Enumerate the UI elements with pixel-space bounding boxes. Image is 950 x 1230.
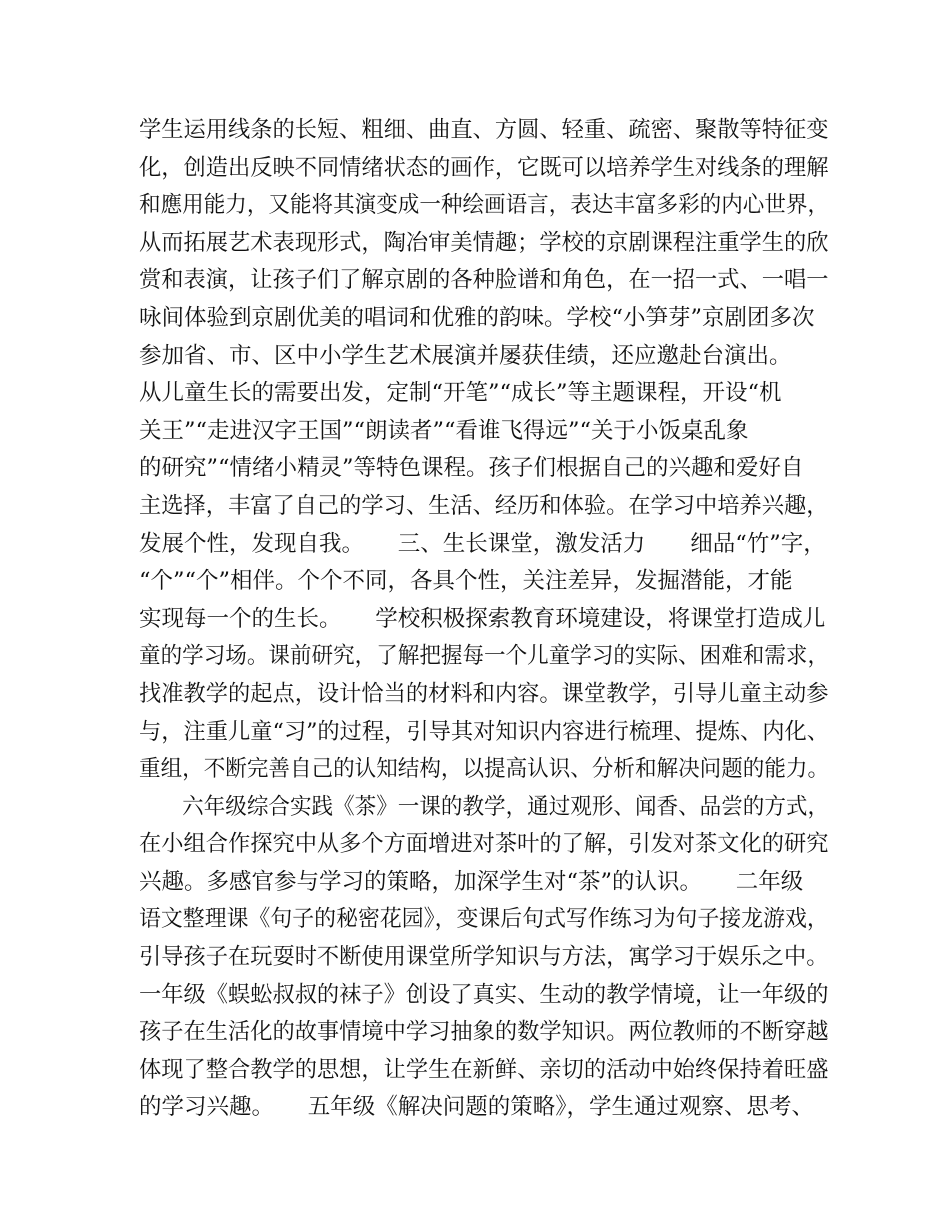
text-line-8: 从儿童生长的需要出发，定制“开笔”“成长”等主题课程，开设“机 (139, 380, 782, 407)
text-line-24: 一年级《蜈蚣叔叔的袜子》创设了真实、生动的教学情境，让一年级的 (139, 981, 829, 1008)
text-line-27: 的学习兴趣。 五年级《解决问题的策略》，学生通过观察、思考、 (139, 1094, 815, 1121)
text-line-26: 体现了整合教学的思想，让学生在新鲜、亲切的活动中始终保持着旺盛 (139, 1056, 829, 1083)
text-line-5: 赏和表演，让孩子们了解京剧的各种脸谱和角色，在一招一式、一唱一 (139, 267, 829, 294)
text-line-20: 在小组合作探究中从多个方面增进对茶叶的了解，引发对茶文化的研究 (139, 831, 829, 858)
text-line-15: 童的学习场。课前研究，了解把握每一个儿童学习的实际、困难和需求， (139, 643, 830, 670)
text-line-16: 找准教学的起点，设计恰当的材料和内容。课堂教学，引导儿童主动参 (139, 680, 829, 707)
text-line-21: 兴趣。多感官参与学习的策略，加深学生对“茶”的认识。 二年级 (139, 868, 804, 895)
text-line-14: 实现每一个的生长。 学校积极探索教育环境建设，将课堂打造成儿 (139, 605, 826, 632)
text-line-13: “个”“个”相伴。个个不同，各具个性，关注差异，发掘潜能，才能 (139, 568, 793, 595)
text-line-2: 化，创造出反映不同情绪状态的画作，它既可以培养学生对线条的理解 (139, 154, 829, 181)
text-line-22: 语文整理课《句子的秘密花园》，变课后句式写作练习为句子接龙游戏， (139, 906, 829, 933)
text-line-12: 发展个性，发现自我。 三、生长课堂，激发活力 细品“竹”字， (139, 530, 826, 557)
body-text (139, 112, 829, 1127)
text-line-7: 参加省、市、区中小学生艺术展演并屡获佳绩，还应邀赴台演出。 (139, 342, 792, 369)
text-line-9: 关王”“走进汉字王国”“朗读者”“看谁飞得远”“关于小饭桌乱象 (139, 417, 749, 444)
text-line-3: 和應用能力，又能将其演变成一种绘画语言，表达丰富多彩的内心世界， (139, 192, 830, 219)
text-line-4: 从而拓展艺术表现形式，陶冶审美情趣；学校的京剧课程注重学生的欣 (139, 229, 829, 256)
text-line-10: 的研究”“情绪小精灵”等特色课程。孩子们根据自己的兴趣和爱好自 (139, 455, 804, 482)
text-line-23: 引导孩子在玩耍时不断使用课堂所学知识与方法，寓学习于娱乐之中。 (139, 944, 829, 971)
text-line-18: 重组，不断完善自己的认知结构，以提高认识、分析和解决问题的能力。 (139, 756, 830, 783)
text-line-6: 咏间体验到京剧优美的唱词和优雅的韵味。学校“小笋芽”京剧团多次 (139, 304, 815, 331)
text-line-11: 主选择，丰富了自己的学习、生活、经历和体验。在学习中培养兴趣， (139, 492, 829, 519)
text-line-19: 六年级综合实践《茶》一课的教学，通过观形、闻香、品尝的方式， (139, 793, 830, 820)
text-line-17: 与，注重儿童“习”的过程，引导其对知识内容进行梳理、提炼、内化、 (139, 718, 830, 745)
text-line-25: 孩子在生活化的故事情境中学习抽象的数学知识。两位教师的不断穿越 (139, 1019, 829, 1046)
text-line-1: 学生运用线条的长短、粗细、曲直、方圆、轻重、疏密、聚散等特征变 (139, 117, 829, 143)
